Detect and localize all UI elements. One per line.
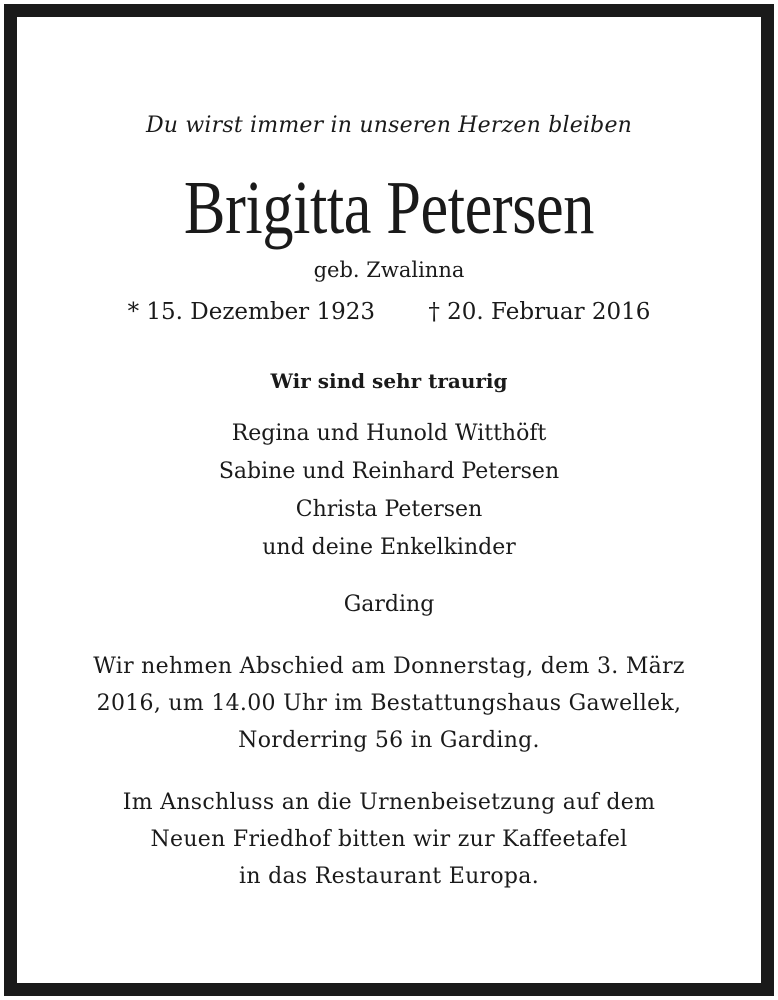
birth-date: * 15. Dezember 1923 — [127, 299, 376, 325]
life-dates — [17, 299, 761, 325]
maiden-name: geb. Zwalinna — [313, 258, 465, 282]
farewell-line: 2016, um 14.00 Uhr im Bestattungshaus Gawellek, — [96, 691, 682, 716]
mourning-line: Wir sind sehr traurig — [270, 369, 508, 393]
obituary-border — [4, 4, 774, 996]
mourner-item: Regina und Hunold Witthöft — [231, 421, 547, 446]
mourner-item: Christa Petersen — [295, 497, 483, 522]
reception-paragraph — [17, 784, 761, 895]
reception-line: in das Restaurant Europa. — [239, 864, 539, 889]
death-date: † 20. Februar 2016 — [428, 299, 651, 325]
mourner-item: Sabine und Reinhard Petersen — [218, 459, 560, 484]
reception-line: Im Anschluss an die Urnenbeisetzung auf dem — [122, 790, 656, 815]
mourners-list — [17, 415, 761, 567]
motto-text: Du wirst immer in unseren Herzen bleiben — [145, 113, 633, 138]
farewell-line: Norderring 56 in Garding. — [238, 728, 540, 753]
reception-line: Neuen Friedhof bitten wir zur Kaffeetafel — [150, 827, 628, 852]
deceased-name: Brigitta Petersen — [183, 166, 595, 250]
farewell-paragraph — [17, 648, 761, 759]
mourner-item: und deine Enkelkinder — [262, 535, 516, 560]
farewell-line: Wir nehmen Abschied am Donnerstag, dem 3. März — [93, 654, 685, 679]
place-text: Garding — [343, 592, 435, 617]
